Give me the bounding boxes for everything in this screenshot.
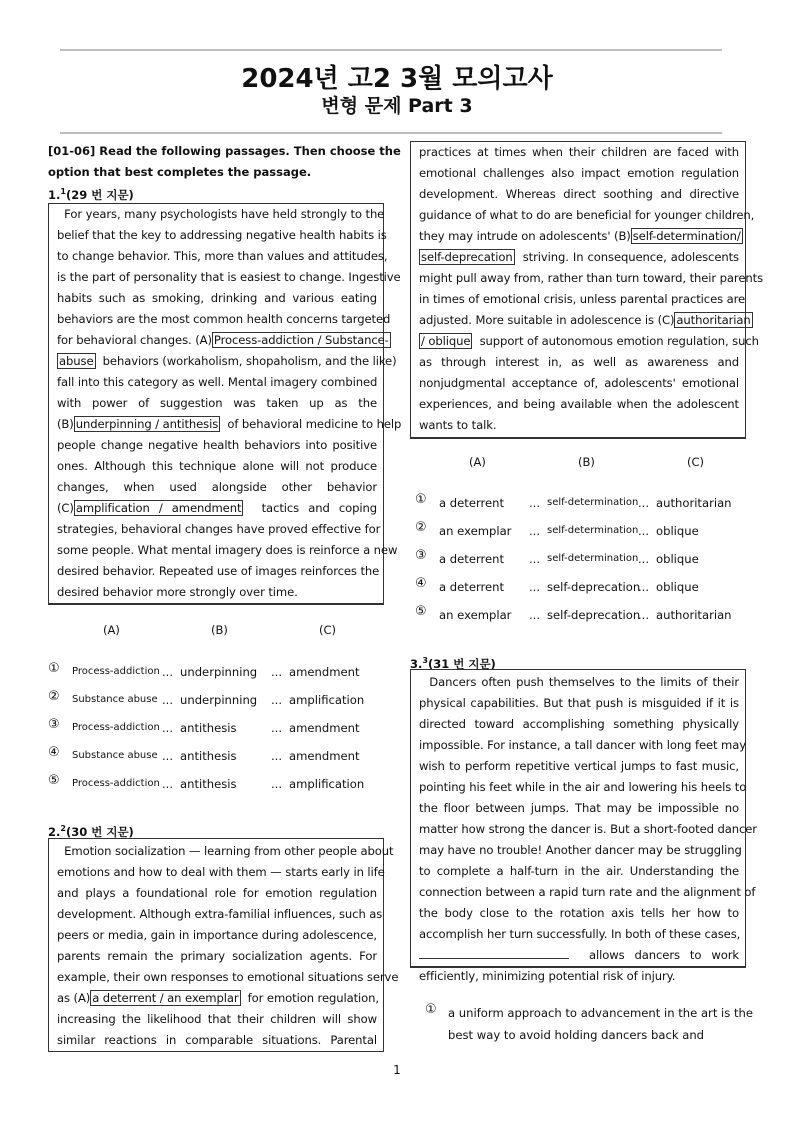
passage-line: with power of suggestion was taken up as the [57,396,377,410]
passage-line: wants to talk. [419,418,497,432]
option-a: Process-addiction [72,666,160,677]
ellipsis: ... [529,580,541,594]
ellipsis: ... [529,552,541,566]
option-c: amplification [289,777,365,791]
option-marker: ④ [48,745,60,760]
option-column-header: (B) [211,623,228,637]
header-rule [60,132,722,134]
option-column-header: (B) [578,455,595,469]
passage-line: parents remain the primary socialization agents. For [57,949,377,963]
option-marker: ③ [415,548,427,563]
passage-line: habits such as smoking, drinking and various eating [57,291,377,305]
passage-line: (C) amplification / amendment tactics and coping [57,501,377,515]
option-b: underpinning [180,665,258,679]
option-a: Process-addiction [72,778,160,789]
option-marker: ① [425,1002,437,1017]
option-b: self-deprecation [547,580,641,594]
ellipsis: ... [271,665,283,679]
passage-line: the body close to the rotation axis tells her how to [419,906,739,920]
passage-line: fall into this category as well. Mental imagery combined [57,375,378,389]
passage-line: some people. What mental imagery does is reinforce a new [57,543,398,557]
passage-line: similar reactions in comparable situations. Parental [57,1033,377,1047]
option-text-line: a uniform approach to advancement in the art is the [448,1006,754,1020]
option-row[interactable] [0,605,794,625]
option-c: amendment [289,749,360,763]
ellipsis: ... [162,665,174,679]
ellipsis: ... [162,693,174,707]
passage-line: For years, many psychologists have held strongly to the [57,207,385,221]
passage-line: as (A) a deterrent / an exemplar for emotion regulation, [57,991,379,1005]
page-number: 1 [393,1063,401,1077]
option-marker: ① [48,661,60,676]
option-text-line: best way to avoid holding dancers back and [448,1028,705,1042]
passage-line: matter how strong the dancer is. But a short-footed dancer [419,822,757,836]
answer-choice-box: self-deprecation [421,250,513,264]
option-row[interactable] [0,549,794,569]
option-marker: ② [48,689,60,704]
ellipsis: ... [638,524,650,538]
q1-source: (29 번 지문) [65,187,134,202]
instructions-line: [01-06] Read the following passages. Then choose the [48,144,401,158]
ellipsis: ... [638,580,650,594]
option-b: antithesis [180,777,237,791]
option-marker: ③ [48,717,60,732]
passage-line: wish to perform repetitive vertical jumps to fast music, [419,759,739,773]
passage-line: abuse behaviors (workaholism, shopaholism, and the like) [59,354,397,368]
passage-line: example, their own responses to emotional situations serve [57,970,399,984]
passage-line: physical capabilities. But that push is misguided if it is [419,696,739,710]
q3-source: (31 번 지문) [427,656,496,671]
option-b: self-determination [547,497,639,508]
passage-line: nonjudgmental acceptance of, adolescents' emotional [419,376,739,390]
passage-line: development. Whereas direct soothing and directive [419,187,739,201]
passage-line: emotions and how to deal with them — starts early in life [57,865,385,879]
passage-line: emotional challenges also impact emotion regulation [419,166,739,180]
ellipsis: ... [271,749,283,763]
ellipsis: ... [529,524,541,538]
q2-footnote: 2 [60,824,66,833]
passage-line: may have no trouble! Another dancer may be struggling [419,843,742,857]
page-title: 2024년 고2 3월 모의고사 [241,64,553,94]
answer-blank [419,946,569,959]
ellipsis: ... [162,749,174,763]
passage-line: / oblique support of autonomous emotion regulation, such [421,334,759,348]
option-b: self-determination [547,553,639,564]
ellipsis: ... [638,496,650,510]
option-a: an exemplar [439,524,512,538]
option-a: Substance abuse [72,750,158,761]
ellipsis: ... [271,693,283,707]
passage-line: changes, when used alongside other behavior [57,480,377,494]
option-c: amplification [289,693,365,707]
option-c: amendment [289,665,360,679]
q3-passage [410,669,757,983]
answer-choice-box: abuse [59,354,94,368]
passage-line: to change behavior. This, more than values and attitudes, [57,249,388,263]
page-subtitle: 변형 문제 Part 3 [321,95,473,117]
option-column-header: (C) [319,623,337,637]
passage-line: for behavioral changes. (A) Process-addiction / Substance- [57,333,389,347]
passage-line: increasing the likelihood that their children will show [57,1012,377,1026]
passage-line: desired behavior more strongly over time. [57,585,298,599]
option-marker: ⑤ [48,773,60,788]
option-a: Substance abuse [72,694,158,705]
answer-choice-box: a deterrent / an exemplar [92,991,239,1005]
option-a: Process-addiction [72,722,160,733]
ellipsis: ... [529,608,541,622]
ellipsis: ... [162,777,174,791]
q3-footnote: 3 [422,656,428,665]
passage-line: belief that the key to addressing negative health habits is [57,228,387,242]
option-column-header: (A) [469,455,486,469]
passage-line: adjusted. More suitable in adolescence is (C) authoritarian [419,313,751,327]
answer-choice-box: Process-addiction / Substance- [213,333,389,347]
q1-passage [48,203,402,605]
option-marker: ⑤ [415,604,427,619]
option-b: antithesis [180,721,237,735]
passage-line: desired behavior. Repeated use of images reinforces the [57,564,380,578]
passage-line: Dancers often push themselves to the limits of their [419,675,739,689]
passage-line: practices at times when their children are faced with [419,145,739,159]
option-c: amendment [289,721,360,735]
passage-line: Emotion socialization — learning from other people about [57,844,394,858]
option-row[interactable] [0,577,794,597]
answer-choice-box: amplification / amendment [75,501,242,515]
q1-footnote: 1 [60,187,66,196]
q2-number: 2. [48,824,61,839]
passage-line: the floor between jumps. That may be impossible no [419,801,739,815]
passage-line: accomplish her turn successfully. In both of these cases, [419,927,741,941]
option-c: oblique [656,580,699,594]
passage-line: experiences, and being available when the adolescent [419,397,739,411]
option-a: a deterrent [439,496,505,510]
option-a: a deterrent [439,552,505,566]
passage-line: and plays a foundational role for emotion regulation [57,886,377,900]
passage-line: development. Although extra-familial influences, such as [57,907,383,921]
passage-line: impossible. For instance, a tall dancer with long feet may [419,738,747,752]
passage-line: they may intrude on adolescents' (B) self-determination/ [419,229,741,243]
passage-line: self-deprecation striving. In consequence, adolescents [421,250,739,264]
instructions-line: option that best completes the passage. [48,165,312,179]
passage-line: people change negative health behaviors into positive [57,438,377,452]
passage-line: connection between a rapid turn rate and the alignment of [419,885,756,899]
passage-line: ones. Although this technique alone will not produce [57,459,377,473]
option-c: oblique [656,552,699,566]
passage-line: in times of emotional crisis, unless parental practices are [419,292,746,306]
q1-number: 1. [48,187,61,202]
passage-line: is the part of personality that is easiest to change. Ingestive [57,270,401,284]
q2-source: (30 번 지문) [65,824,134,839]
passage-line: pointing his feet while in the air and lowering his heels to [419,780,747,794]
option-row[interactable] [0,521,794,541]
passage-line: (B) underpinning / antithesis of behavioral medicine to help [57,417,402,431]
option-marker: ④ [415,576,427,591]
option-c: oblique [656,524,699,538]
passage-line: directed toward accomplishing something physically [419,717,739,731]
option-marker: ② [415,520,427,535]
option-b: self-determination [547,525,639,536]
ellipsis: ... [162,721,174,735]
q3-number: 3. [410,656,423,671]
answer-choice-box: self-determination/ [632,229,741,243]
option-c: authoritarian [656,608,732,622]
option-a: a deterrent [439,580,505,594]
ellipsis: ... [638,608,650,622]
option-row[interactable] [0,1003,794,1047]
ellipsis: ... [271,721,283,735]
passage-line: guidance of what to do are beneficial for younger children, [419,208,755,222]
option-a: an exemplar [439,608,512,622]
passage-line: allows dancers to work [419,945,739,966]
passage-line: behaviors are the most common health concerns targeted [57,312,391,326]
option-row[interactable] [0,493,794,513]
option-b: underpinning [180,693,258,707]
passage-line: strategies, behavioral changes have proved effective for [57,522,381,536]
ellipsis: ... [638,552,650,566]
option-marker: ① [415,492,427,507]
passage-line: efficiently, minimizing potential risk of injury. [419,969,676,983]
instructions [48,141,401,183]
passage-line: to complete a half-turn in the air. Understanding the [419,864,739,878]
ellipsis: ... [271,777,283,791]
answer-choice-box: / oblique [421,334,471,348]
option-column-header: (A) [103,623,120,637]
passage-line: peers or media, gain in importance during adolescence, [57,928,377,942]
passage-line: as through interest in, as well as awareness and [419,355,739,369]
answer-choice-box: underpinning / antithesis [75,417,219,431]
option-b: antithesis [180,749,237,763]
q2-passage-part2 [410,141,764,439]
option-column-header: (C) [687,455,705,469]
passage-line: might pull away from, rather than turn toward, their parents [419,271,764,285]
answer-choice-box: authoritarian [676,313,751,327]
option-b: self-deprecation [547,608,641,622]
top-rule [60,49,722,51]
ellipsis: ... [529,496,541,510]
option-c: authoritarian [656,496,732,510]
